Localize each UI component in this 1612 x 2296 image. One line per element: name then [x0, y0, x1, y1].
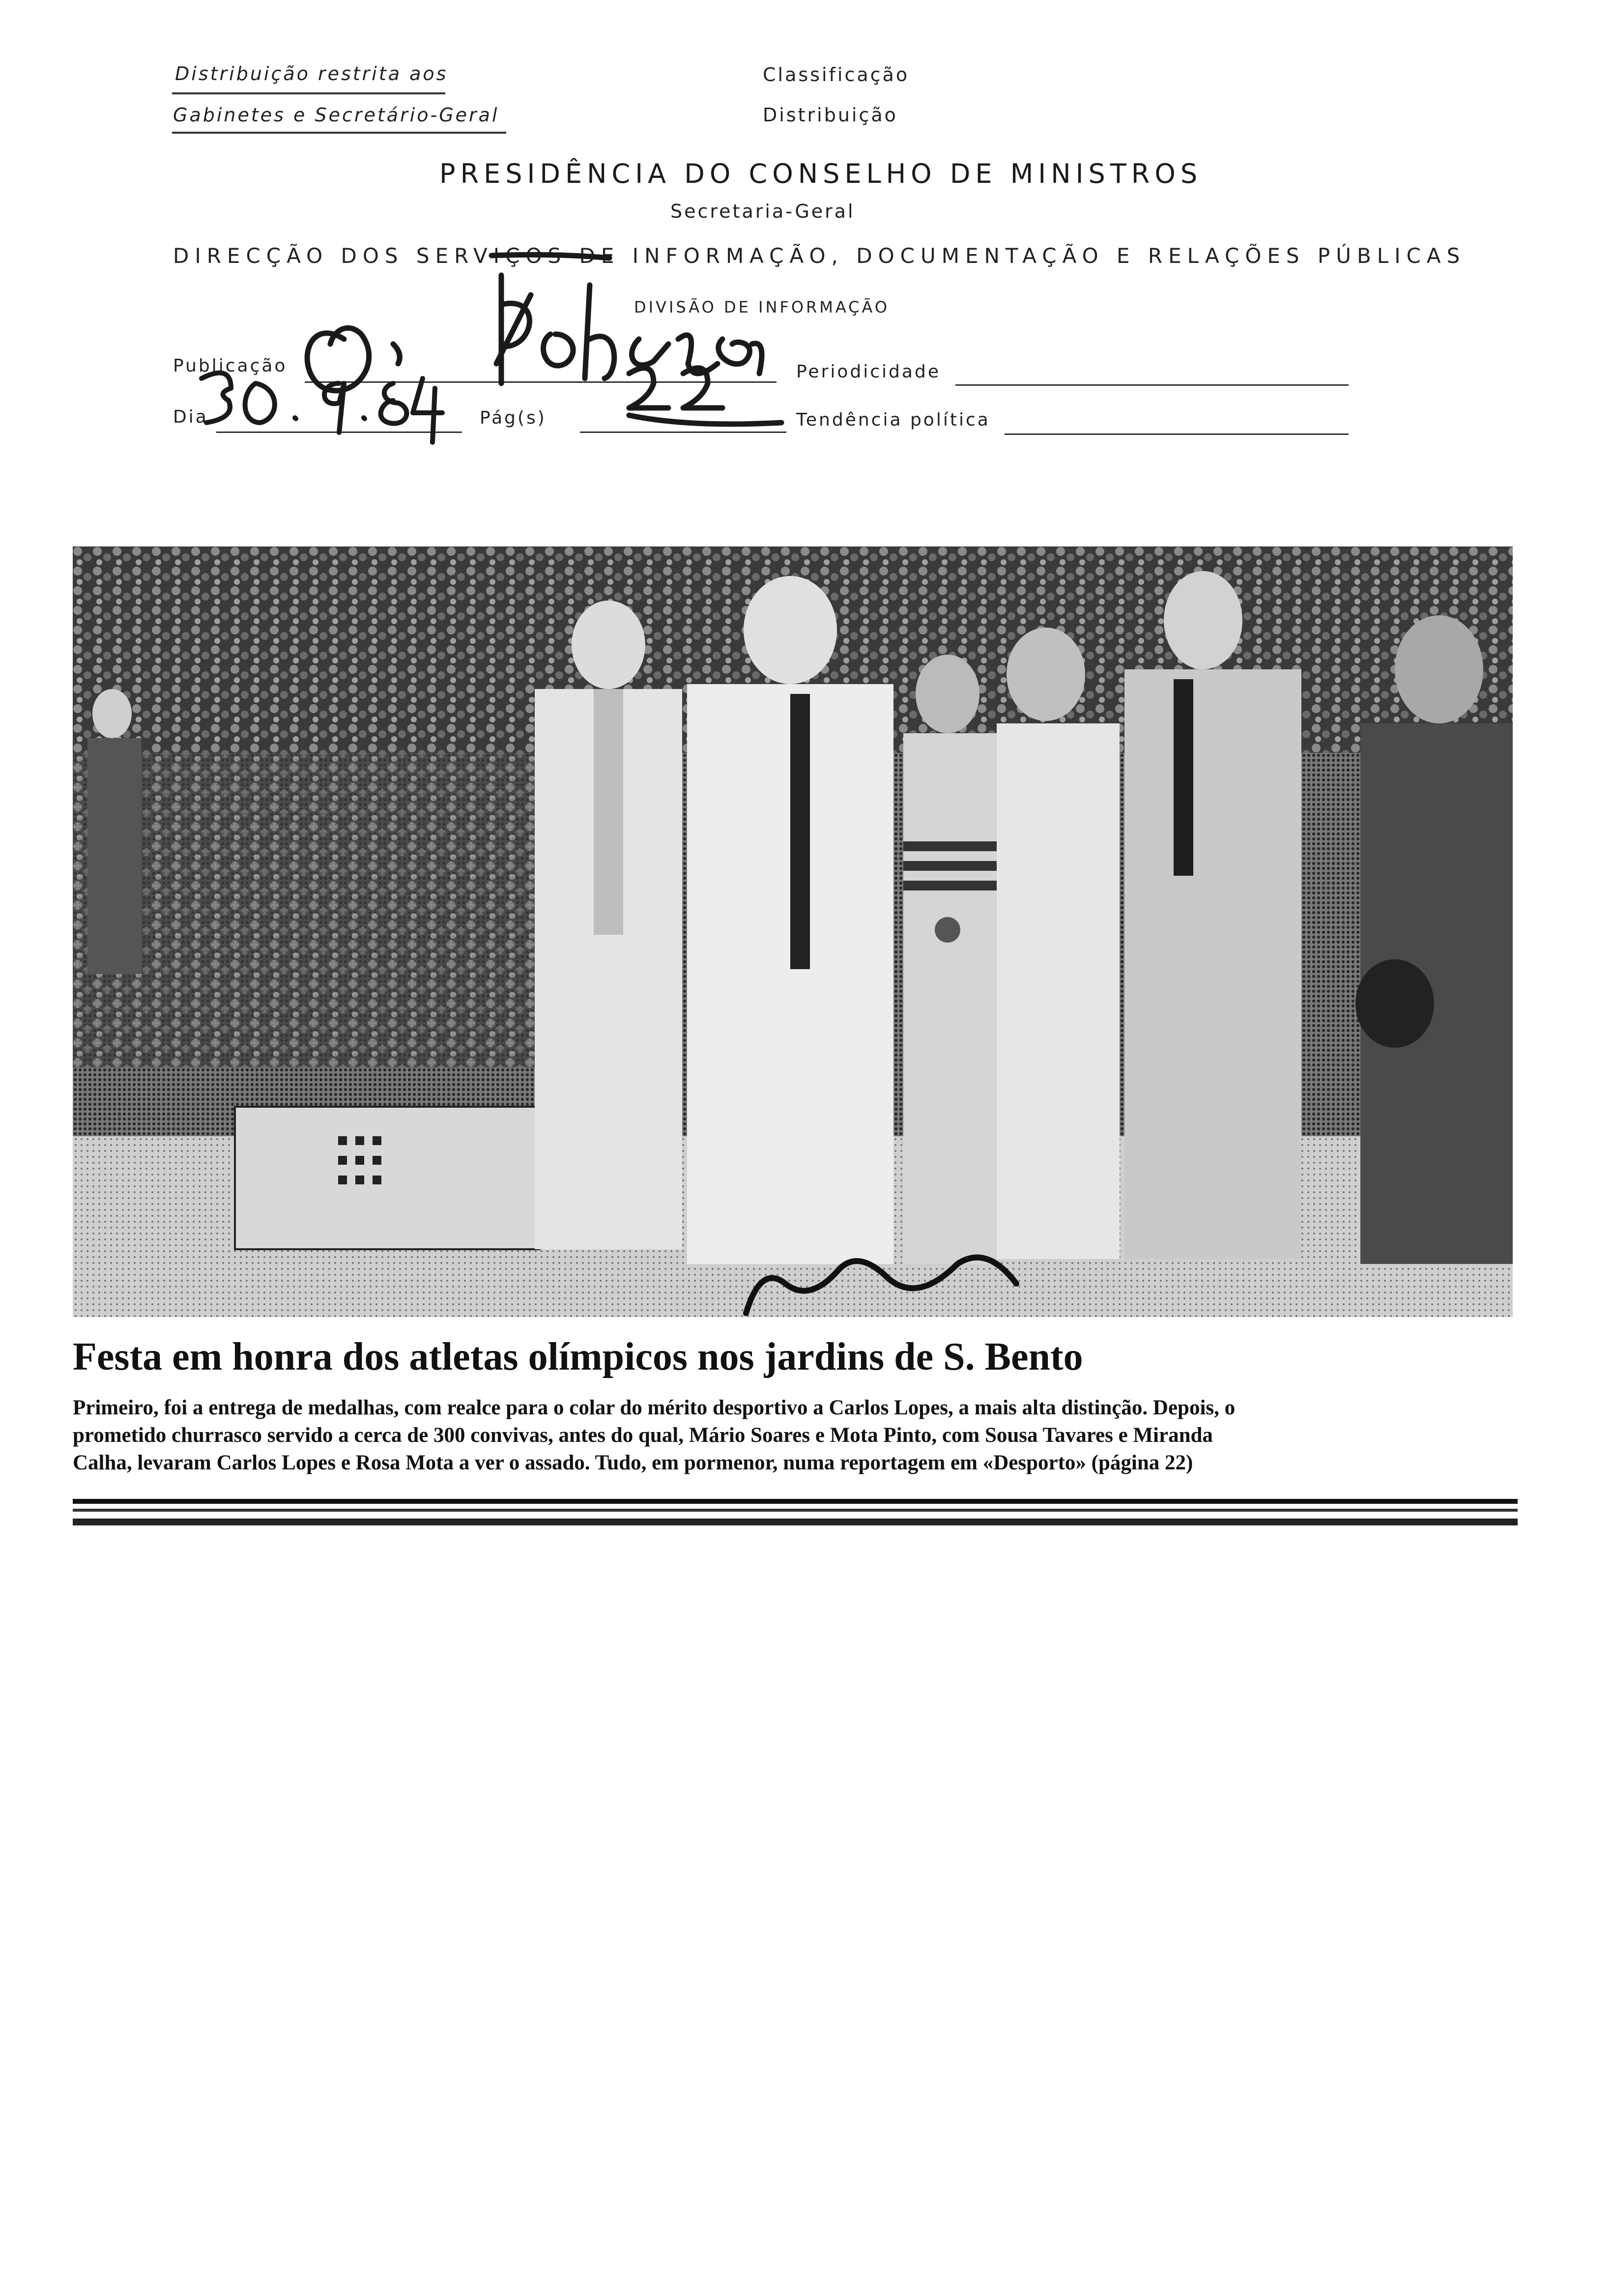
distribution-restriction-line1: Distribuição restrita aos	[175, 63, 448, 85]
document-title: PRESIDÊNCIA DO CONSELHO DE MINISTROS	[439, 158, 1203, 189]
news-photo	[73, 546, 1513, 1317]
article-caption-line-1: Primeiro, foi a entrega de medalhas, com realce para o colar do mérito desportivo a Carlos Lopes, a mais alta distinção. Depois, o	[73, 1396, 1236, 1419]
classification-label: Classificação	[763, 64, 910, 86]
article-caption-line-3: Calha, levaram Carlos Lopes e Rosa Mota a ver o assado. Tudo, em pormenor, numa reportagem em «Desporto» (página 22)	[73, 1451, 1193, 1474]
pages-label: Pág(s)	[480, 408, 547, 428]
handwriting-layer	[0, 0, 1612, 491]
bottom-rule-thick	[73, 1499, 1518, 1504]
distribution-restriction-line2: Gabinetes e Secretário-Geral	[173, 104, 499, 126]
bottom-rule-thin-1	[73, 1509, 1518, 1512]
division-line: DIVISÃO DE INFORMAÇÃO	[634, 298, 890, 316]
publication-label: Publicação	[173, 356, 288, 376]
bottom-rule-thin-2	[73, 1519, 1518, 1525]
handwriting-page	[629, 368, 781, 424]
political-tendency-label: Tendência política	[796, 410, 990, 430]
article-headline: Festa em honra dos atletas olímpicos nos jardins de S. Bento	[73, 1335, 1083, 1378]
day-label: Dia	[173, 407, 208, 427]
photo-illustration	[73, 546, 1513, 1317]
periodicity-label: Periodicidade	[796, 362, 941, 382]
distribution-label: Distribuição	[763, 104, 898, 126]
document-subtitle: Secretaria-Geral	[670, 201, 855, 222]
directorate-line: DIRECÇÃO DOS SERVIÇOS DE INFORMAÇÃO, DOCUMENTAÇÃO E RELAÇÕES PÚBLICAS	[173, 244, 1466, 268]
handwriting-date	[202, 373, 442, 442]
article-caption-line-2: prometido churrasco servido a cerca de 300 convivas, antes do qual, Mário Soares e Mota Pinto, com Sousa Tavares e Miranda	[73, 1424, 1213, 1447]
